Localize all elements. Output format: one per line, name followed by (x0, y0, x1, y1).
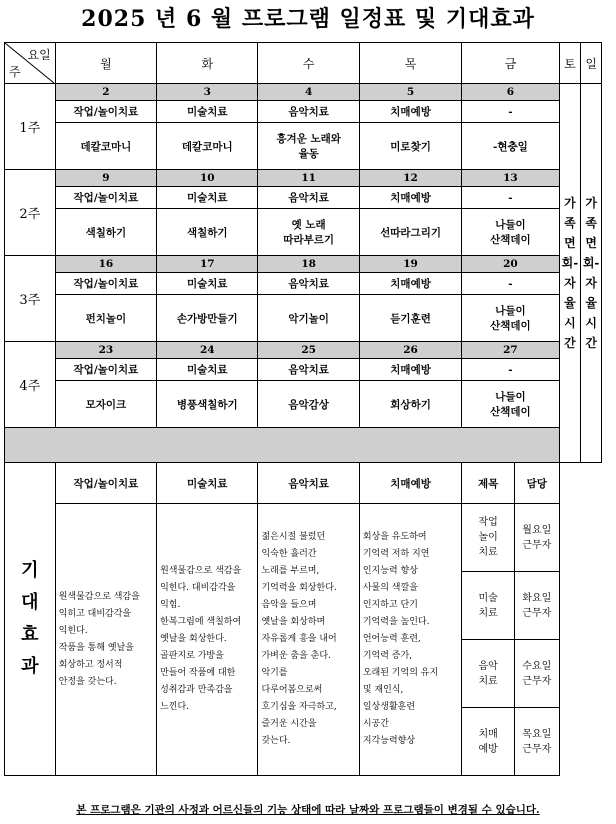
day-header: 목 (359, 43, 461, 84)
description-line: 익숙한 흘러간 (261, 549, 317, 559)
description-line: 원색물감으로 색감을 (58, 591, 140, 602)
activity-line: 데칼코마니 (181, 140, 233, 153)
activity-line: 색칠하기 (186, 226, 228, 239)
day-header: 토 (559, 43, 581, 84)
description-line: 익힘. (160, 600, 181, 610)
staff-header: 담당 (515, 463, 559, 504)
subject-cell: 작업/놀이치료 (55, 187, 156, 209)
staff-title-cell (462, 572, 515, 640)
weekend-sun-cell (581, 84, 602, 463)
description-line: 만들어 작품에 대한 (160, 668, 236, 678)
description-line: 갖는다. (261, 736, 291, 746)
date-cell: 18 (258, 256, 359, 273)
weekend-char: 가 (585, 196, 597, 210)
subject-cell: 치매예방 (359, 273, 461, 295)
description-line: 한복그림에 색칠하여 (160, 617, 242, 627)
activity-line: 선따라그리기 (380, 226, 441, 239)
date-cell: 16 (55, 256, 156, 273)
weekend-char: 족 (564, 216, 576, 230)
description-line: 언어능력 훈련, (362, 634, 421, 644)
expect-column-header: 미술치료 (157, 463, 258, 504)
expect-description (55, 504, 156, 776)
staff-title-line: 놀이 (478, 532, 498, 543)
staff-title-line: 치료 (478, 547, 498, 558)
subject-cell: 음악치료 (258, 359, 359, 381)
date-cell: 6 (462, 84, 559, 101)
subject-cell: 미술치료 (157, 359, 258, 381)
activity-line: 산책데이 (490, 234, 531, 246)
activity-cell (157, 209, 258, 256)
activity-cell (258, 209, 359, 256)
activity-line: 율동 (298, 148, 319, 160)
description-line: 작품을 통해 옛날을 (58, 642, 134, 653)
activity-cell (359, 123, 461, 170)
corner-cell (5, 43, 56, 84)
description-line: 성취감과 만족감을 (160, 685, 233, 695)
expect-column-header: 음악치료 (258, 463, 359, 504)
subject-cell: 음악치료 (258, 273, 359, 295)
description-line: 다루어봄으로써 (261, 685, 323, 695)
expect-label (5, 463, 56, 776)
description-line: 골판지로 가방을 (160, 651, 224, 661)
description-line: 자유롭게 흥을 내어 (261, 634, 337, 644)
description-line: 사물의 색깔을 (362, 583, 418, 593)
staff-title-line: 미술 (478, 592, 498, 604)
subject-cell: 미술치료 (157, 273, 258, 295)
activity-cell (258, 123, 359, 170)
staff-person-line: 월요일 (522, 524, 552, 536)
staff-person-cell (515, 708, 559, 776)
activity-cell (462, 381, 559, 428)
expect-column-header: 치매예방 (359, 463, 461, 504)
description-line: 익히고 대비감각을 (58, 608, 132, 619)
description-line: 즐거운 시간을 (261, 719, 317, 729)
staff-person-line: 수요일 (522, 660, 552, 672)
activity-cell (55, 209, 156, 256)
description-line: 익힌다. 대비감각을 (160, 583, 236, 593)
description-line: 회상하고 정서적 (58, 659, 123, 670)
corner-week-label: 주 (9, 65, 21, 79)
subject-cell: - (462, 187, 559, 209)
day-header: 일 (581, 43, 602, 84)
staff-person-line: 화요일 (522, 592, 552, 604)
staff-person-cell (515, 504, 559, 572)
subject-cell: 치매예방 (359, 359, 461, 381)
activity-cell (359, 209, 461, 256)
weekend-char: 면 (585, 236, 597, 250)
weekend-char: - (573, 256, 579, 270)
weekend-char: 가 (564, 196, 576, 210)
description-line: 호기심을 자극하고, (261, 702, 337, 712)
description-line: 노래를 부르며, (261, 566, 320, 576)
staff-header: 제목 (462, 463, 515, 504)
activity-line: 음악감상 (288, 398, 329, 411)
subject-cell: 음악치료 (258, 187, 359, 209)
date-cell: 20 (462, 256, 559, 273)
description-line: 일상생활훈련 (362, 702, 416, 712)
activity-line: 데칼코마니 (80, 140, 132, 153)
subject-cell: - (462, 101, 559, 123)
description-line: 지각능력향상 (362, 736, 416, 746)
description-line: 원색물감으로 색감을 (160, 566, 242, 576)
weekend-char: 율 (564, 296, 576, 310)
description-line: 기억력을 회상한다. (261, 583, 337, 593)
description-line: 옛날을 회상하며 (261, 617, 326, 627)
corner-day-label: 요일 (27, 48, 51, 62)
activity-line: -현충일 (493, 140, 528, 153)
weekend-char: 시 (564, 316, 576, 330)
subject-cell: 미술치료 (157, 101, 258, 123)
description-line: 느낀다. (160, 702, 190, 712)
date-cell: 10 (157, 170, 258, 187)
staff-title-line: 작업 (478, 517, 498, 528)
activity-cell (55, 381, 156, 428)
subject-cell: 작업/놀이치료 (55, 101, 156, 123)
day-header: 수 (258, 43, 359, 84)
day-header: 월 (55, 43, 156, 84)
subject-cell: 미술치료 (157, 187, 258, 209)
description-line: 회상을 유도하여 (362, 532, 427, 542)
description-line: 기억력을 높인다. (362, 617, 430, 627)
description-line: 음악을 들으며 (261, 600, 317, 610)
activity-cell (55, 295, 156, 342)
activity-cell (258, 381, 359, 428)
day-header: 화 (157, 43, 258, 84)
subject-cell: 작업/놀이치료 (55, 273, 156, 295)
expect-label-char: 기 (21, 560, 39, 581)
activity-cell (359, 381, 461, 428)
weekend-char: 회 (582, 256, 595, 270)
activity-line: 듣기훈련 (390, 312, 431, 325)
subject-cell: - (462, 273, 559, 295)
activity-cell (157, 123, 258, 170)
description-line: 시공간 (362, 719, 389, 729)
activity-line: 색칠하기 (85, 226, 127, 239)
activity-line: 손가방만들기 (176, 312, 238, 325)
activity-line: 펀치놀이 (85, 312, 127, 325)
subject-cell: 작업/놀이치료 (55, 359, 156, 381)
staff-title-line: 음악 (478, 660, 498, 672)
expect-description (157, 504, 258, 776)
activity-cell (157, 295, 258, 342)
activity-line: 나들이 (495, 305, 526, 317)
date-cell: 17 (157, 256, 258, 273)
date-cell: 4 (258, 84, 359, 101)
description-line: 익힌다. (58, 625, 88, 636)
activity-line: 악기놀이 (288, 312, 329, 325)
description-line: 인지능력 향상 (362, 566, 418, 576)
staff-person-line: 근무자 (522, 539, 552, 551)
week-label: 2주 (5, 170, 56, 256)
date-cell: 9 (55, 170, 156, 187)
day-header: 금 (462, 43, 559, 84)
activity-cell (359, 295, 461, 342)
date-cell: 24 (157, 342, 258, 359)
date-cell: 11 (258, 170, 359, 187)
page-title: 2025 년 6 월 프로그램 일정표 및 기대효과 (81, 6, 535, 32)
schedule-table (4, 42, 602, 776)
separator-row (5, 428, 560, 463)
description-line: 기억력 저하 지연 (362, 549, 430, 559)
staff-title-line: 치매 (478, 728, 498, 740)
activity-line: 산책데이 (490, 320, 531, 332)
date-cell: 5 (359, 84, 461, 101)
weekend-char: 간 (564, 336, 576, 350)
activity-cell (462, 209, 559, 256)
expect-description (359, 504, 461, 776)
staff-title-line: 예방 (478, 743, 498, 755)
staff-person-line: 근무자 (522, 743, 552, 755)
date-cell: 13 (462, 170, 559, 187)
date-cell: 26 (359, 342, 461, 359)
subject-cell: 치매예방 (359, 101, 461, 123)
weekend-char: - (594, 256, 600, 270)
date-cell: 27 (462, 342, 559, 359)
activity-line: 나들이 (495, 391, 526, 403)
activity-line: 병풍색칠하기 (176, 398, 238, 411)
description-line: 및 재인식, (362, 685, 404, 695)
staff-title-line: 치료 (478, 675, 498, 687)
subject-cell: 음악치료 (258, 101, 359, 123)
description-line: 옛날을 회상한다. (160, 634, 227, 644)
staff-title-cell (462, 640, 515, 708)
activity-line: 옛 노래 (291, 219, 326, 231)
description-line: 인지하고 단기 (362, 600, 418, 610)
description-line: 오래된 기억의 유지 (362, 668, 439, 678)
activity-line: 따라부르기 (283, 234, 335, 246)
weekend-sat-cell (559, 84, 581, 463)
activity-line: 흥겨운 노래와 (276, 133, 341, 145)
staff-person-line: 근무자 (522, 675, 552, 687)
week-label: 1주 (5, 84, 56, 170)
weekend-char: 회 (561, 256, 574, 270)
activity-cell (258, 295, 359, 342)
date-cell: 3 (157, 84, 258, 101)
expect-label-char: 대 (21, 592, 39, 613)
staff-person-cell (515, 572, 559, 640)
description-line: 가벼운 춤을 춘다. (261, 651, 331, 661)
week-label: 4주 (5, 342, 56, 428)
expect-description (258, 504, 359, 776)
weekend-char: 시 (585, 316, 597, 330)
staff-title-cell (462, 504, 515, 572)
expect-column-header: 작업/놀이치료 (55, 463, 156, 504)
activity-cell (55, 123, 156, 170)
activity-line: 미로찾기 (390, 140, 431, 153)
subject-cell: - (462, 359, 559, 381)
weekend-char: 자 (585, 276, 597, 290)
staff-person-line: 근무자 (522, 607, 552, 619)
weekend-char: 율 (585, 296, 597, 310)
staff-person-cell (515, 640, 559, 708)
description-line: 안정을 갖는다. (58, 676, 117, 687)
activity-line: 회상하기 (390, 398, 431, 411)
weekend-char: 자 (564, 276, 576, 290)
staff-person-line: 목요일 (522, 728, 552, 740)
activity-cell (462, 123, 559, 170)
staff-title-line: 치료 (478, 607, 498, 619)
description-line: 악기를 (261, 668, 288, 678)
date-cell: 2 (55, 84, 156, 101)
activity-line: 산책데이 (490, 406, 531, 418)
weekend-char: 면 (564, 236, 576, 250)
date-cell: 25 (258, 342, 359, 359)
footnote: 본 프로그램은 기관의 사정과 어르신들의 기능 상태에 따라 날짜와 프로그램들이 변경될 수 있습니다. (76, 804, 540, 816)
date-cell: 12 (359, 170, 461, 187)
activity-cell (462, 295, 559, 342)
date-cell: 23 (55, 342, 156, 359)
week-label: 3주 (5, 256, 56, 342)
expect-label-char: 효 (21, 624, 39, 645)
description-line: 젊은시절 불렀던 (261, 532, 326, 542)
weekend-char: 간 (585, 336, 597, 350)
activity-line: 모자이크 (85, 398, 127, 411)
staff-title-cell (462, 708, 515, 776)
description-line: 기억력 증가, (362, 651, 413, 661)
date-cell: 19 (359, 256, 461, 273)
weekend-char: 족 (585, 216, 597, 230)
activity-cell (157, 381, 258, 428)
activity-line: 나들이 (495, 219, 526, 231)
expect-label-char: 과 (21, 656, 39, 677)
subject-cell: 치매예방 (359, 187, 461, 209)
